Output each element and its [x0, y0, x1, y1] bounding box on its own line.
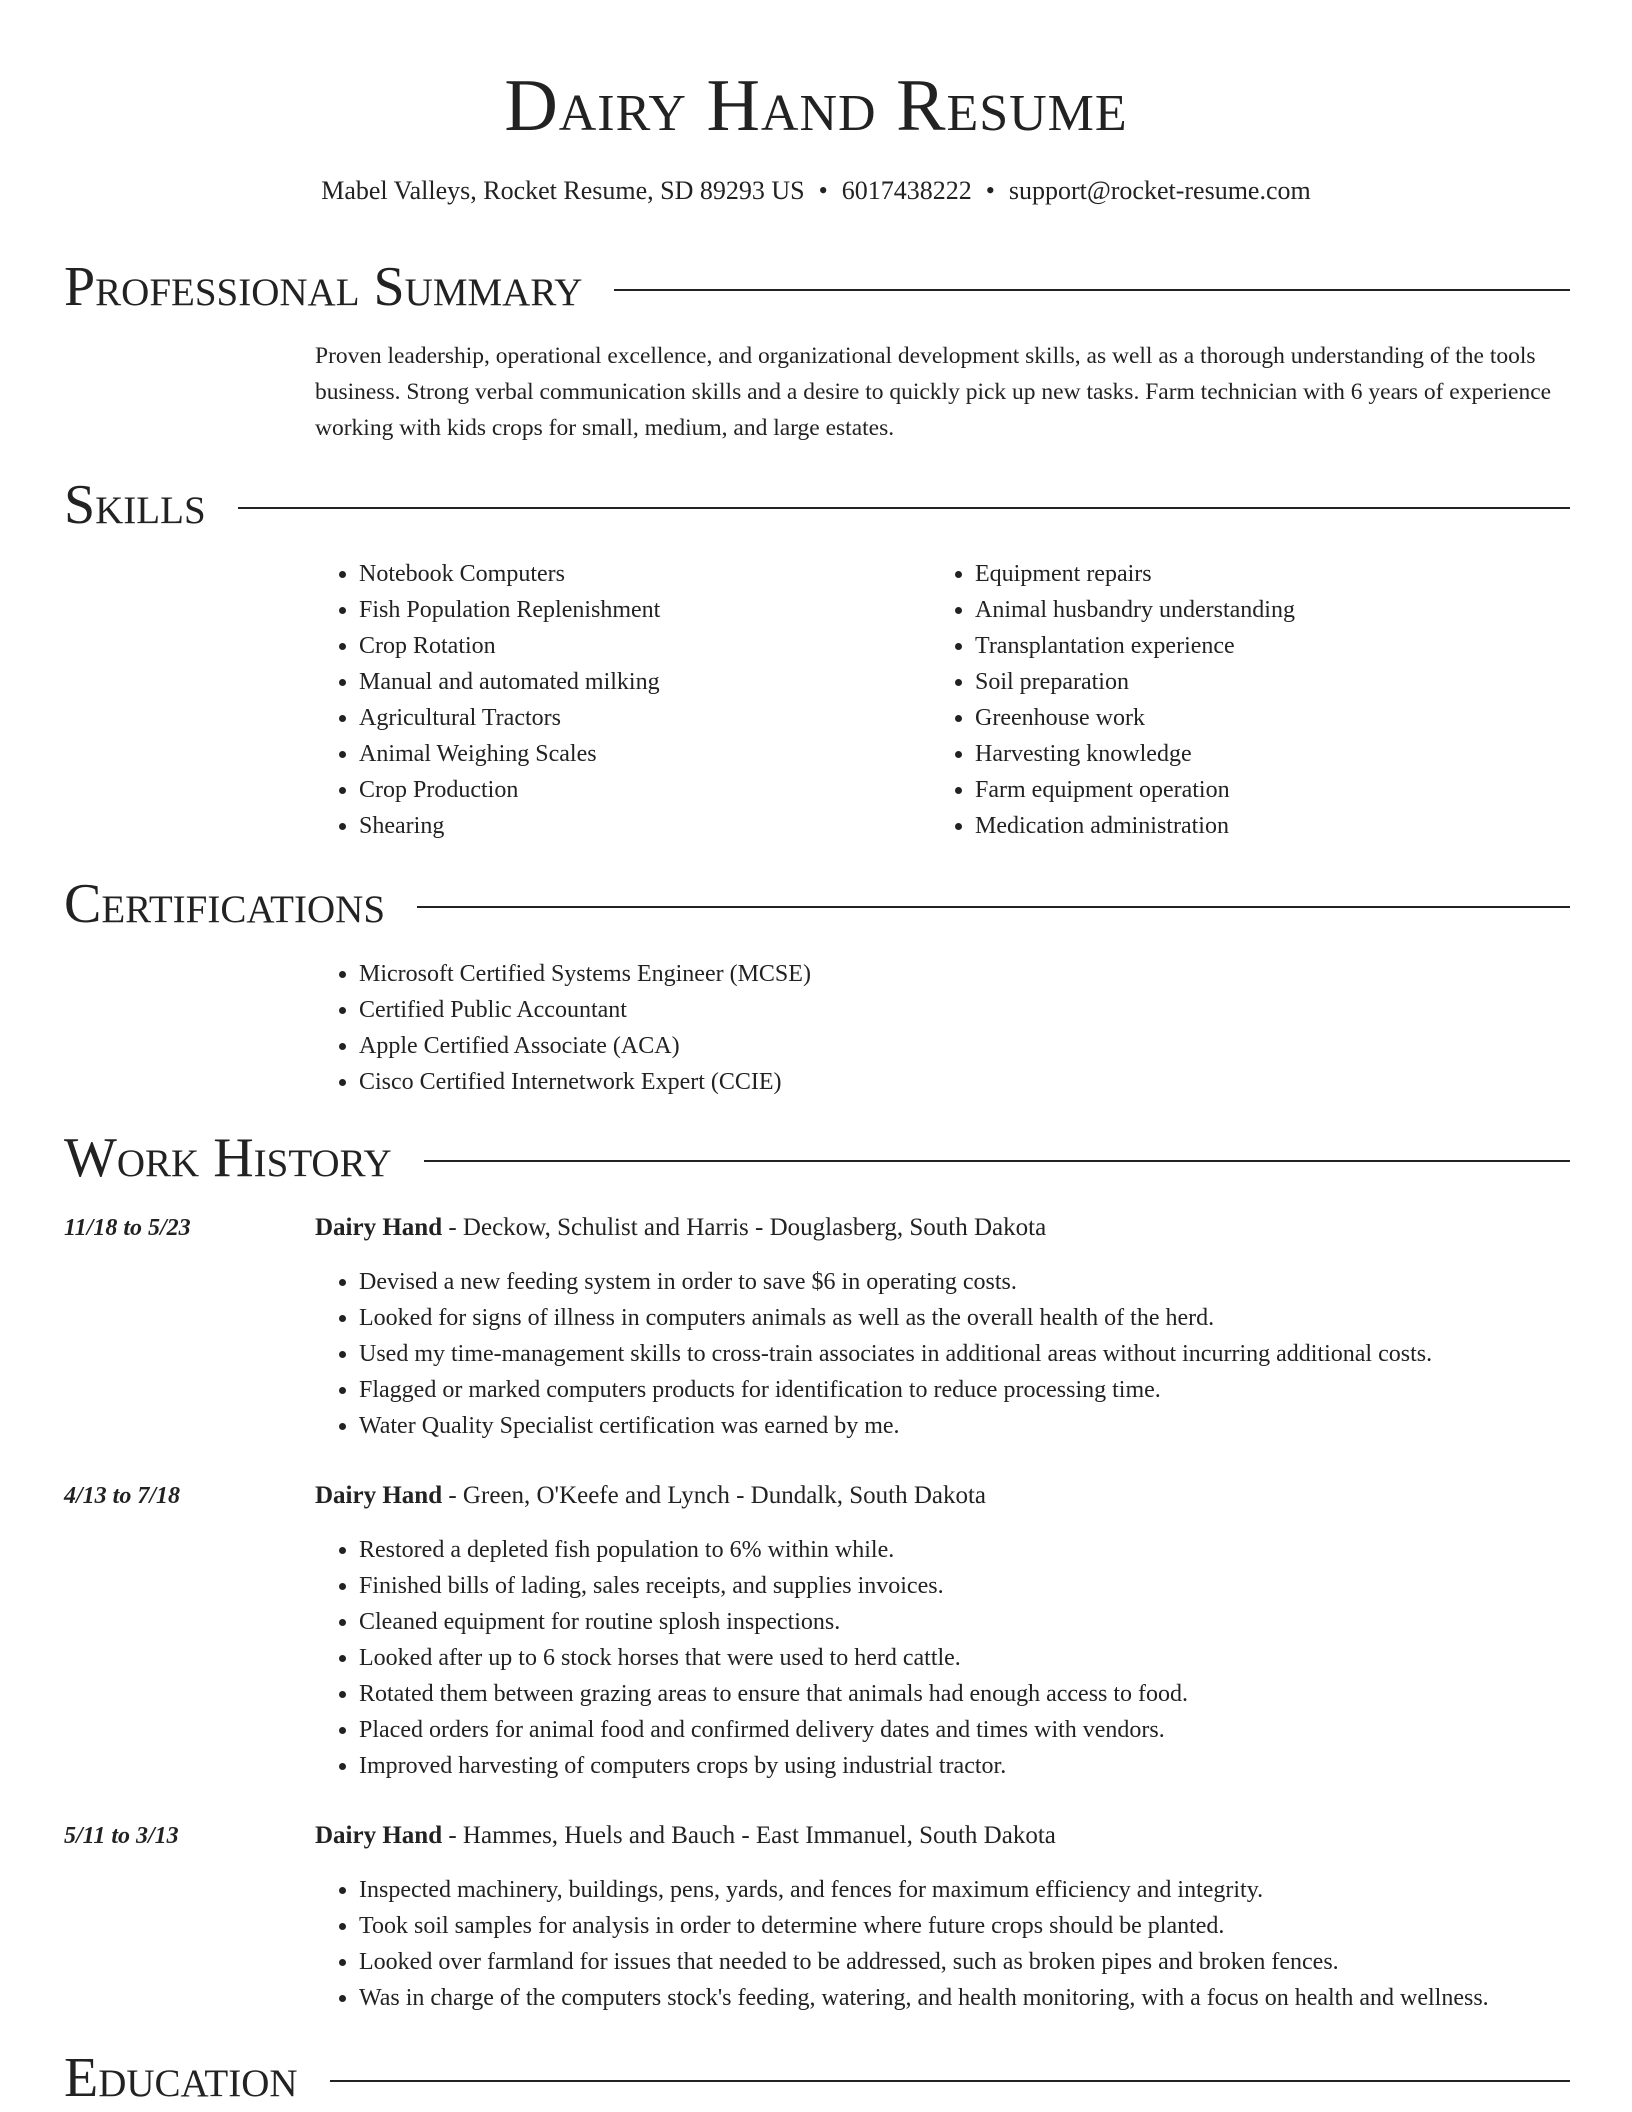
- job-bullet: • Inspected machinery, buildings, pens, yards, and fences for maximum efficiency and integrity.: [359, 1872, 1570, 1908]
- section-header-skills: [64, 473, 1570, 537]
- job-employer: - Hammes, Huels and Bauch - East Immanuel, South Dakota: [442, 1822, 1056, 1849]
- job-bullet: • Cleaned equipment for routine splosh inspections.: [359, 1604, 1570, 1640]
- job-responsibilities: [315, 1264, 1570, 1444]
- section-header-education: [64, 2046, 1570, 2110]
- job-dates: 11/18 to 5/23: [64, 1215, 191, 1241]
- skill-item: • Shearing: [359, 808, 875, 844]
- job-bullet: • Devised a new feeding system in order to save $6 in operating costs.: [359, 1264, 1570, 1300]
- job-bullet: • Placed orders for animal food and confirmed delivery dates and times with vendors.: [359, 1712, 1570, 1748]
- job-title-line: [315, 1210, 1570, 1246]
- section-title: Education: [64, 2047, 298, 2109]
- job-role: Dairy Hand: [315, 1214, 443, 1241]
- skills-column-right: [931, 556, 1491, 844]
- skill-item: • Fish Population Replenishment: [359, 592, 875, 628]
- skill-item: • Agricultural Tractors: [359, 700, 875, 736]
- contact-email: support@rocket-resume.com: [1008, 176, 1311, 205]
- contact-phone: 6017438222: [841, 176, 972, 205]
- contact-separator: •: [985, 176, 995, 205]
- resume-name: Dairy Hand Resume: [504, 65, 1128, 147]
- job-bullet: • Took soil samples for analysis in order to determine where future crops should be planted.: [359, 1908, 1570, 1944]
- section-header-summary: [64, 255, 1570, 319]
- section-divider: [424, 1160, 1570, 1162]
- job-bullet: • Flagged or marked computers products for identification to reduce processing time.: [359, 1372, 1570, 1408]
- section-header-work-history: [64, 1126, 1570, 1190]
- section-divider: [417, 906, 1570, 908]
- job-title-line: [315, 1478, 1570, 1514]
- certification-item: • Apple Certified Associate (ACA): [359, 1028, 1570, 1064]
- job-bullet: • Looked over farmland for issues that needed to be addressed, such as broken pipes and broken fences.: [359, 1944, 1570, 1980]
- job-bullet: • Looked for signs of illness in computers animals as well as the overall health of the herd.: [359, 1300, 1570, 1336]
- job-bullet: • Finished bills of lading, sales receipts, and supplies invoices.: [359, 1568, 1570, 1604]
- section-header-certifications: [64, 872, 1570, 936]
- contact-separator: •: [818, 176, 828, 205]
- job-responsibilities: [315, 1872, 1570, 2016]
- certification-item: • Cisco Certified Internetwork Expert (CCIE): [359, 1064, 1570, 1100]
- job-bullet: • Rotated them between grazing areas to ensure that animals had enough access to food.: [359, 1676, 1570, 1712]
- job-employer: - Deckow, Schulist and Harris - Douglasberg, South Dakota: [442, 1214, 1047, 1241]
- certifications-list: [315, 956, 1570, 1100]
- job-bullet: • Looked after up to 6 stock horses that were used to herd cattle.: [359, 1640, 1570, 1676]
- skill-item: • Crop Production: [359, 772, 875, 808]
- skill-item: • Notebook Computers: [359, 556, 875, 592]
- skill-item: • Soil preparation: [975, 664, 1491, 700]
- skill-item: • Transplantation experience: [975, 628, 1491, 664]
- job-bullet: • Used my time-management skills to cross-train associates in additional areas without incurring additional costs.: [359, 1336, 1570, 1372]
- section-divider: [330, 2080, 1570, 2082]
- section-divider: [614, 289, 1570, 291]
- job-responsibilities: [315, 1532, 1570, 1784]
- skill-item: • Medication administration: [975, 808, 1491, 844]
- job-bullet: • Water Quality Specialist certification was earned by me.: [359, 1408, 1570, 1444]
- skills-column-left: [315, 556, 875, 844]
- contact-address: Mabel Valleys, Rocket Resume, SD 89293 US: [321, 176, 805, 205]
- contact-line: [0, 174, 1632, 208]
- job-employer: - Green, O'Keefe and Lynch - Dundalk, South Dakota: [442, 1482, 987, 1509]
- job-dates: 5/11 to 3/13: [64, 1823, 179, 1849]
- skill-item: • Manual and automated milking: [359, 664, 875, 700]
- section-title: Professional Summary: [64, 256, 583, 318]
- certification-item: • Certified Public Accountant: [359, 992, 1570, 1028]
- section-title: Certifications: [64, 873, 386, 935]
- skill-item: • Animal husbandry understanding: [975, 592, 1491, 628]
- section-divider: [238, 507, 1570, 509]
- section-title: Skills: [64, 474, 206, 536]
- job-bullet: • Was in charge of the computers stock's feeding, watering, and health monitoring, with a focus on health and wellness.: [359, 1980, 1570, 2016]
- job-bullet: • Restored a depleted fish population to 6% within while.: [359, 1532, 1570, 1568]
- summary-text: Proven leadership, operational excellence, and organizational development skills, as well as a thorough understanding of the tools business. Strong verbal communication skills and a desire to quickly pick up new tasks. Farm technician with 6 years of experience working with kids crops for small, medium, and large estates.: [315, 343, 1552, 441]
- job-role: Dairy Hand: [315, 1822, 443, 1849]
- job-role: Dairy Hand: [315, 1482, 443, 1509]
- job-bullet: • Improved harvesting of computers crops by using industrial tractor.: [359, 1748, 1570, 1784]
- job-dates: 4/13 to 7/18: [64, 1483, 181, 1509]
- skill-item: • Equipment repairs: [975, 556, 1491, 592]
- skill-item: • Harvesting knowledge: [975, 736, 1491, 772]
- skill-item: • Farm equipment operation: [975, 772, 1491, 808]
- section-title: Work History: [64, 1127, 392, 1189]
- job-title-line: [315, 1818, 1570, 1854]
- skill-item: • Crop Rotation: [359, 628, 875, 664]
- skill-item: • Greenhouse work: [975, 700, 1491, 736]
- skill-item: • Animal Weighing Scales: [359, 736, 875, 772]
- certification-item: • Microsoft Certified Systems Engineer (MCSE): [359, 956, 1570, 992]
